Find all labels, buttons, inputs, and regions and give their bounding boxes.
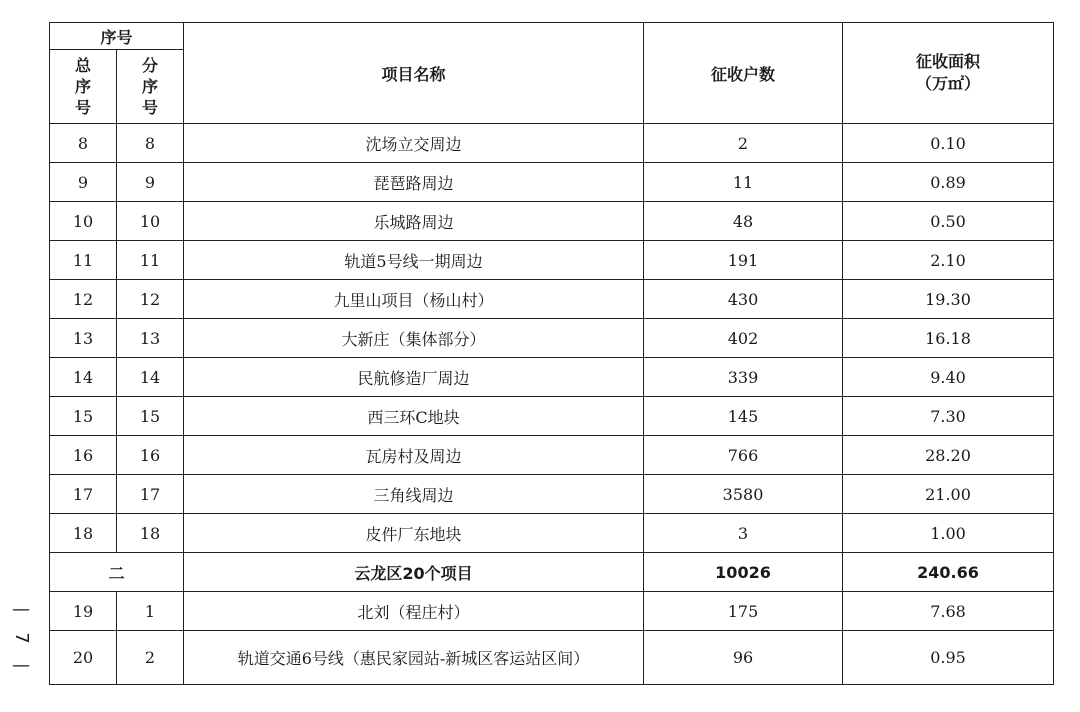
area-header-unit: （万㎡） [916,74,981,93]
sub-seq-header: 分 序 号 [117,50,184,124]
households-cell: 402 [644,319,843,358]
area-cell: 28.20 [843,436,1054,475]
project-name-cell: 三角线周边 [184,475,644,514]
sub-seq-cell: 16 [117,436,184,475]
project-name-cell: 轨道5号线一期周边 [184,241,644,280]
table-row [50,358,1054,397]
total-seq-cell: 17 [50,475,117,514]
area-cell: 0.95 [843,631,1054,685]
total-seq-cell: 15 [50,397,117,436]
project-name-cell: 民航修造厂周边 [184,358,644,397]
area-cell: 2.10 [843,241,1054,280]
total-seq-cell: 9 [50,163,117,202]
sub-seq-cell: 10 [117,202,184,241]
area-cell: 0.10 [843,124,1054,163]
sub-seq-cell: 11 [117,241,184,280]
households-cell: 96 [644,631,843,685]
project-name-cell: 九里山项目（杨山村） [184,280,644,319]
table-row [50,124,1054,163]
table-row [50,436,1054,475]
sub-seq-cell: 17 [117,475,184,514]
page-number-dash: — [12,599,30,620]
households-cell: 339 [644,358,843,397]
expropriation-table [49,22,1054,685]
total-seq-header: 总 序 号 [50,50,117,124]
subtotal-households: 10026 [644,553,843,592]
project-name-cell: 西三环C地块 [184,397,644,436]
table-row [50,280,1054,319]
table-row [50,202,1054,241]
sub-seq-cell: 14 [117,358,184,397]
area-header-line1: 征收面积 [916,52,981,71]
total-seq-cell: 8 [50,124,117,163]
total-seq-cell: 19 [50,592,117,631]
page-number [6,600,36,676]
table-row [50,319,1054,358]
households-cell: 3580 [644,475,843,514]
table-row [50,631,1054,685]
sub-seq-cell: 1 [117,592,184,631]
project-name-cell: 轨道交通6号线（惠民家园站-新城区客运站区间） [184,631,644,685]
total-seq-cell: 12 [50,280,117,319]
sub-seq-cell: 15 [117,397,184,436]
area-cell: 21.00 [843,475,1054,514]
project-name-cell: 乐城路周边 [184,202,644,241]
project-name-header: 项目名称 [184,23,644,124]
area-cell: 0.89 [843,163,1054,202]
area-cell: 19.30 [843,280,1054,319]
area-cell: 9.40 [843,358,1054,397]
total-seq-cell: 10 [50,202,117,241]
households-cell: 430 [644,280,843,319]
area-cell: 7.68 [843,592,1054,631]
page-number-dash: — [12,655,30,676]
project-name-cell: 皮件厂东地块 [184,514,644,553]
sub-seq-cell: 12 [117,280,184,319]
sub-seq-cell: 8 [117,124,184,163]
project-name-cell: 瓦房村及周边 [184,436,644,475]
total-seq-cell: 18 [50,514,117,553]
households-cell: 175 [644,592,843,631]
households-cell: 145 [644,397,843,436]
total-seq-cell: 13 [50,319,117,358]
area-header [843,23,1054,124]
households-cell: 48 [644,202,843,241]
seq-group-header: 序号 [50,23,184,50]
project-name-cell: 琵琶路周边 [184,163,644,202]
households-cell: 191 [644,241,843,280]
subtotal-name: 云龙区20个项目 [184,553,644,592]
table-row [50,514,1054,553]
project-name-cell: 沈场立交周边 [184,124,644,163]
total-seq-cell: 14 [50,358,117,397]
project-name-cell: 大新庄（集体部分） [184,319,644,358]
households-cell: 11 [644,163,843,202]
total-seq-cell: 16 [50,436,117,475]
households-cell: 766 [644,436,843,475]
sub-seq-cell: 2 [117,631,184,685]
sub-seq-cell: 13 [117,319,184,358]
table-row [50,241,1054,280]
households-cell: 2 [644,124,843,163]
area-cell: 7.30 [843,397,1054,436]
subtotal-label: 二 [50,553,184,592]
table-row [50,163,1054,202]
total-seq-cell: 11 [50,241,117,280]
households-header: 征收户数 [644,23,843,124]
table-row [50,397,1054,436]
households-cell: 3 [644,514,843,553]
area-cell: 16.18 [843,319,1054,358]
page-number-value: 7 [11,632,32,644]
table-row [50,475,1054,514]
area-cell: 0.50 [843,202,1054,241]
sub-seq-cell: 9 [117,163,184,202]
area-cell: 1.00 [843,514,1054,553]
subtotal-row [50,553,1054,592]
sub-seq-cell: 18 [117,514,184,553]
project-name-cell: 北刘（程庄村） [184,592,644,631]
table-row [50,592,1054,631]
subtotal-area: 240.66 [843,553,1054,592]
total-seq-cell: 20 [50,631,117,685]
